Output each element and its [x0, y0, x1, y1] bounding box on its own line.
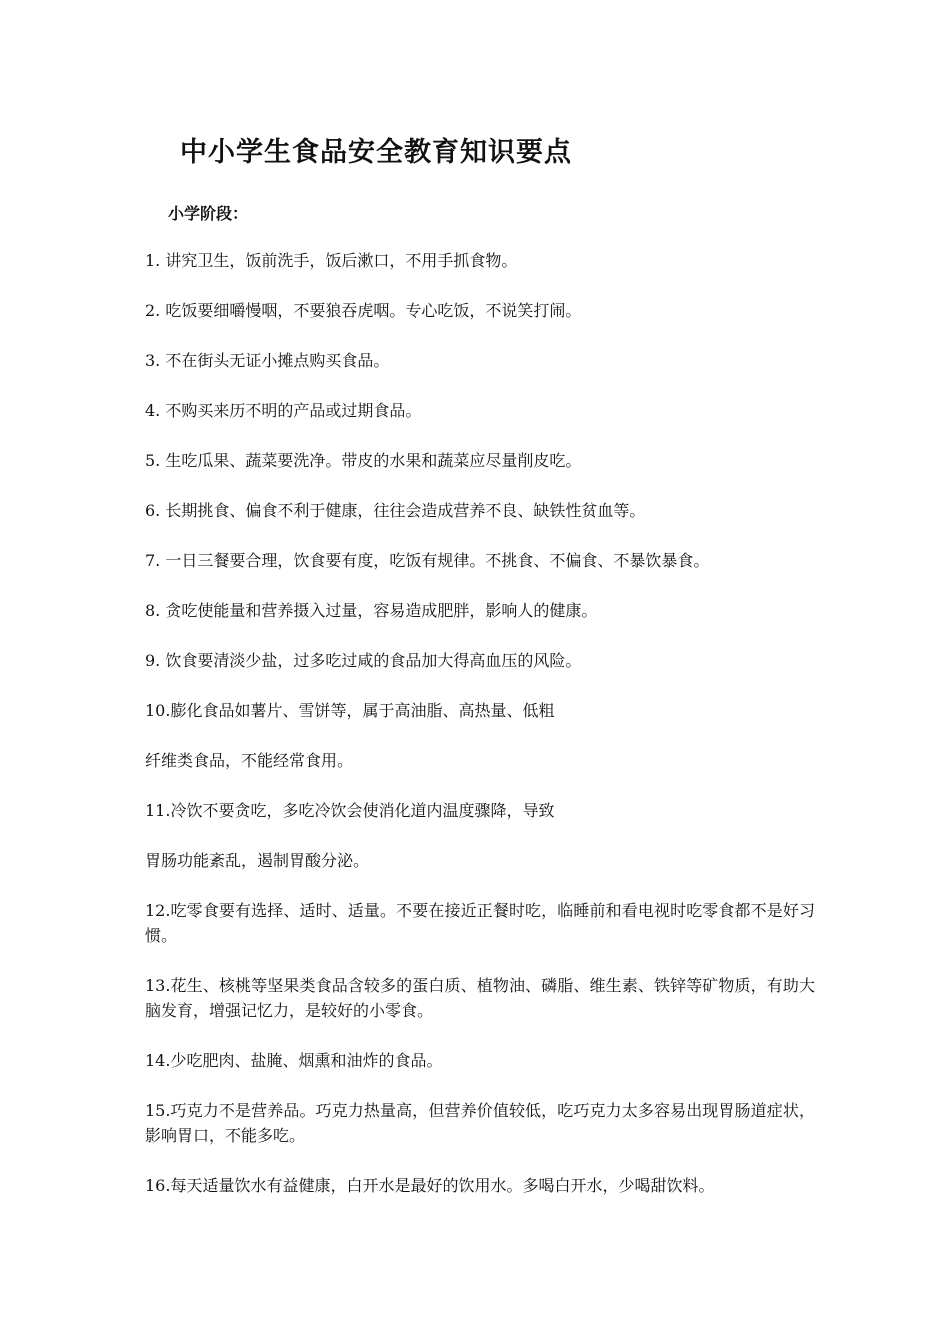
list-item: 3. 不在街头无证小摊点购买食品。 — [145, 351, 390, 370]
list-item: 13.花生、核桃等坚果类食品含较多的蛋白质、植物油、磷脂、维生素、铁锌等矿物质，有助大脑发育，增强记忆力，是较好的小零食。 — [145, 976, 815, 1020]
list-item-continuation: 纤维类食品，不能经常食用。 — [145, 751, 354, 770]
list-item: 6. 长期挑食、偏食不利于健康，往往会造成营养不良、缺铁性贫血等。 — [145, 501, 646, 520]
list-item: 2. 吃饭要细嚼慢咽，不要狼吞虎咽。专心吃饭，不说笑打闹。 — [145, 301, 582, 320]
list-item: 8. 贪吃使能量和营养摄入过量，容易造成肥胖，影响人的健康。 — [145, 601, 598, 620]
list-item: 16.每天适量饮水有益健康，白开水是最好的饮用水。多喝白开水，少喝甜饮料。 — [145, 1176, 715, 1195]
section-heading: 小学阶段： — [168, 204, 249, 223]
list-item: 14.少吃肥肉、盐腌、烟熏和油炸的食品。 — [145, 1051, 443, 1070]
list-item-continuation: 胃肠功能紊乱，遏制胃酸分泌。 — [145, 851, 370, 870]
list-item: 11.冷饮不要贪吃，多吃冷饮会使消化道内温度骤降，导致 — [145, 801, 555, 820]
list-item: 10.膨化食品如薯片、雪饼等，属于高油脂、高热量、低粗 — [145, 701, 555, 720]
page-title: 中小学生食品安全教育知识要点 — [180, 137, 572, 168]
list-item: 15.巧克力不是营养品。巧克力热量高，但营养价值较低，吃巧克力太多容易出现胃肠道症状，影响胃口，不能多吃。 — [145, 1101, 815, 1145]
list-item: 1. 讲究卫生，饭前洗手，饭后漱口，不用手抓食物。 — [145, 251, 518, 270]
list-item: 12.吃零食要有选择、适时、适量。不要在接近正餐时吃，临睡前和看电视时吃零食都不是好习惯。 — [145, 901, 815, 945]
list-item: 9. 饮食要清淡少盐，过多吃过咸的食品加大得高血压的风险。 — [145, 651, 582, 670]
list-item: 7. 一日三餐要合理，饮食要有度，吃饭有规律。不挑食、不偏食、不暴饮暴食。 — [145, 551, 710, 570]
knowledge-list — [145, 248, 815, 1223]
list-item: 5. 生吃瓜果、蔬菜要洗净。带皮的水果和蔬菜应尽量削皮吃。 — [145, 451, 582, 470]
list-item: 4. 不购买来历不明的产品或过期食品。 — [145, 401, 422, 420]
